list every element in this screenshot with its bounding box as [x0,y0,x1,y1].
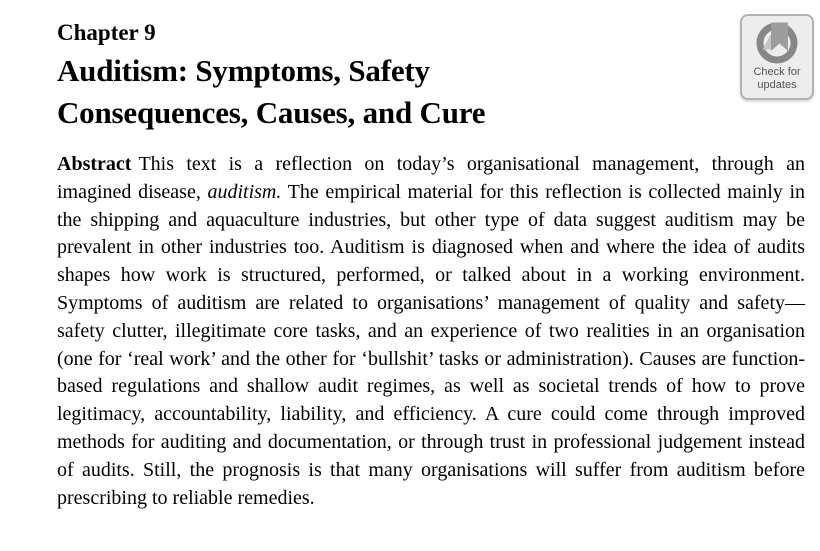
abstract-text-body: The empirical material for this reflection is collected mainly in the shipping and aquaculture industries, but other type of data suggest auditism may be prevalent in other industries too. Auditism is diagnosed when and where the idea of audits shapes how work is structured, performed, or talked about in a working environment. Symptoms of auditism are related to organisations’ management of quality and safety—safety clutter, illegitimate core tasks, and an experience of two realities in an organisation (one for ‘real work’ and the other for ‘bullshit’ tasks or administration). Causes are function-based regulations and shallow audit regimes, as well as societal trends of how to prove legitimacy, accountability, liability, and efficiency. A cure could come through improved methods for auditing and documentation, or through trust in professional judgement instead of audits. Still, the prognosis is that many organisations will suffer from auditism before prescribing to reliable remedies. [57,180,805,509]
abstract-text-intro: This text is a reflection on today’s organisational management, through an imagined disease, [57,153,805,203]
badge-label [742,66,812,92]
chapter-number-label: Chapter 9 [57,20,156,45]
abstract-heading-label: Abstract [57,153,132,175]
abstract-paragraph [57,151,805,512]
crossmark-ribbon-shape [771,23,788,52]
badge-label-line-1: Check for [753,66,801,78]
chapter-title-line-1: Auditism: Symptoms, Safety [57,53,430,88]
badge-label-line-2: updates [757,79,797,91]
abstract-italic-term: auditism. [207,180,282,203]
check-for-updates-badge[interactable] [740,14,814,100]
crossmark-bookmark-icon [755,21,799,65]
chapter-title-line-2: Consequences, Causes, and Cure [57,95,486,130]
